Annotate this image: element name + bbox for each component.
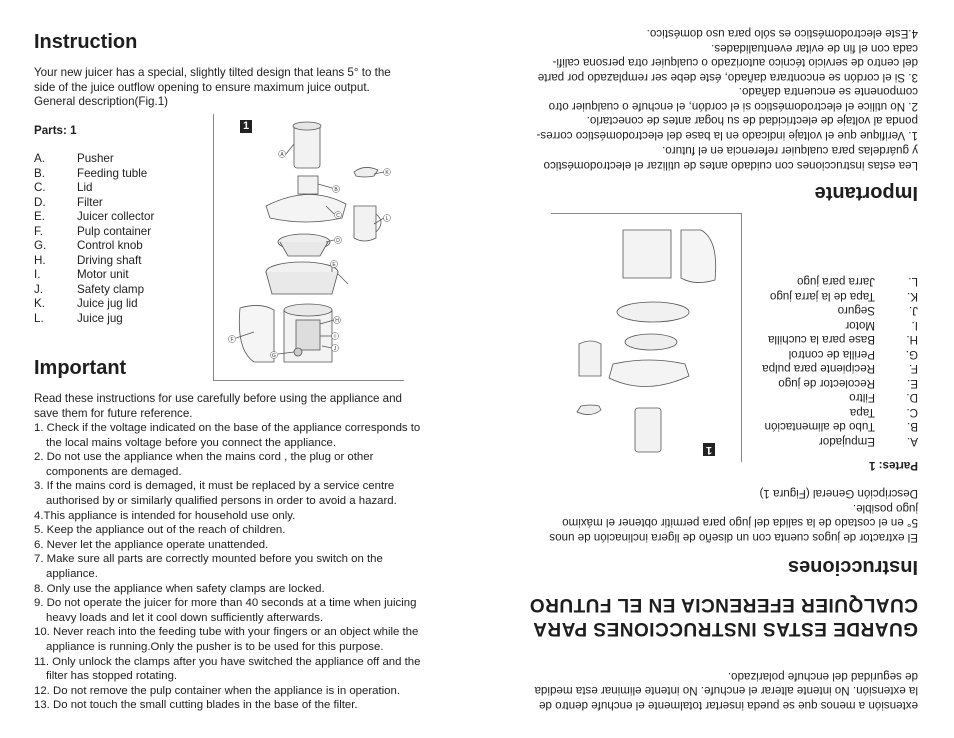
part-item [34, 181, 154, 196]
part-name: Tapa de la jarra jugo [769, 290, 875, 303]
instruction-intro: Your new juicer has a special, slightly tilted design that leans 5° to the side of the juice outflow opening to ensure maximum juice output. General description(Fig.1) [34, 66, 391, 108]
important-item: 2. Do not use the appliance when the mains cord , the plug or other components are demaged. [34, 451, 374, 478]
part-item [762, 303, 918, 318]
part-name: Juice jug lid [77, 297, 138, 310]
part-name: Juice jug [77, 311, 123, 325]
part-name: Safety clamp [77, 282, 145, 296]
diagram-label-k: K [385, 170, 389, 176]
important-item: 4.This appliance is intended for household use only. [34, 509, 296, 522]
important-heading: Important [34, 357, 127, 379]
part-letter: C. [906, 406, 918, 419]
part-item [34, 152, 154, 167]
part-item [762, 376, 918, 391]
part-item [34, 239, 154, 254]
part-item [762, 361, 918, 376]
part-letter: L. [908, 275, 918, 289]
part-name: Perilla de control [788, 348, 875, 361]
diagram-label-b: B [334, 187, 338, 193]
part-item [34, 297, 154, 312]
importante-item: 1. Verifique que el voltaje indicado en la base del electrodoméstico corres- [536, 129, 918, 142]
part-item [34, 283, 154, 298]
part-item [762, 274, 918, 289]
part-name: Recipiente para pulpa [762, 362, 875, 376]
importante-item: del centro de servicio técnico autorizado o cualquier otra persona califi- [552, 56, 918, 70]
part-letter: A. [34, 152, 45, 165]
part-name: Seguro [837, 304, 875, 318]
part-letter: D. [34, 195, 46, 209]
part-name: Feeding tuble [77, 166, 148, 180]
guarde-heading: GUARDE ESTAS INSTRUCCIONES PARA CUALQUIER EFERENCIA EN EL FUTURO [529, 594, 918, 639]
juicer-diagram-es [551, 214, 741, 462]
importante-item: 2. No utilice el electrodoméstico si el cordón, el enchufe o cualquier otro [548, 100, 918, 113]
part-name: Lid [77, 181, 93, 194]
diagram-label-c: C [336, 213, 340, 219]
part-item [762, 347, 918, 362]
part-item [34, 312, 154, 327]
importante-item: ponda al voltaje de electricidad de su hogar antes de conectarlo. [586, 114, 918, 128]
diagram-label-h: H [335, 318, 339, 324]
importante-list [508, 26, 918, 142]
figure-number: 1 [240, 120, 252, 133]
part-item [34, 167, 154, 182]
juicer-exploded-diagram [214, 114, 404, 380]
part-name: Motor [845, 319, 875, 332]
part-name: Driving shaft [77, 253, 142, 267]
parts-title: Parts: 1 [34, 124, 77, 137]
important-item: 8. Only use the appliance when safety clamps are locked. [34, 582, 325, 595]
extension-text: extensión a menos que se pueda insertar totalmente el enchufe dentro de la extensión. No intente alterar el enchufe. No intente eliminar esta medida de seguridad del enchufe polarizado. [534, 670, 918, 712]
important-item: 13. Do not touch the small cutting blades in the base of the filter. [34, 699, 358, 712]
part-letter: H. [34, 253, 46, 267]
part-item [34, 254, 154, 269]
part-name: Pulp container [77, 224, 152, 238]
part-letter: G. [34, 239, 47, 252]
part-letter: C. [34, 181, 46, 194]
parts-list [34, 152, 154, 326]
important-item: 3. If the mains cord is demaged, it must be replaced by a service centre authorised by or similarly qualified persons in order to avoid a hazard. [34, 480, 397, 507]
important-item: 5. Keep the appliance out of the reach of children. [34, 524, 286, 537]
instrucciones-heading: Instrucciones [787, 556, 918, 578]
important-item: 1. Check if the voltage indicated on the base of the appliance corresponds to the local mains voltage before you connect the appliance. [34, 422, 421, 449]
part-letter: I. [34, 268, 41, 281]
part-name: Recolector de jugo [778, 377, 875, 390]
figure-1 [213, 114, 404, 381]
figure-number-es: 1 [703, 443, 715, 456]
diagram-label-g: G [272, 353, 276, 359]
diagram-label-a: A [280, 152, 284, 158]
part-item [34, 196, 154, 211]
diagram-label-e: E [332, 262, 336, 268]
instruction-heading: Instruction [34, 31, 138, 53]
important-list [34, 421, 426, 713]
part-letter: L. [34, 311, 44, 325]
part-letter: B. [34, 166, 45, 180]
part-name: Base para la cuchilla [768, 333, 875, 347]
important-item: 9. Do not operate the juicer for more than 40 seconds at a time when juicing heavy loads and let it cool down sufficiently afterwards. [34, 597, 417, 624]
part-item [762, 434, 918, 449]
part-letter: J. [34, 282, 44, 296]
part-item [34, 268, 154, 283]
partes-list [762, 274, 918, 448]
part-name: Filtro [849, 391, 875, 405]
part-item [762, 289, 918, 304]
part-letter: E. [907, 377, 918, 390]
importante-item: cada con el fin de evitar eventualidades. [711, 42, 918, 55]
part-item [34, 225, 154, 240]
diagram-label-f: F [230, 337, 234, 343]
part-name: Empujador [818, 435, 875, 448]
part-name: Juicer collector [77, 210, 155, 223]
importante-item: componente se encuentra dañado. [738, 85, 918, 99]
part-name: Control knob [77, 239, 143, 252]
part-letter: F. [34, 224, 44, 238]
part-item [762, 390, 918, 405]
part-letter: J. [908, 304, 918, 318]
diagram-label-j: J [333, 346, 337, 352]
part-item [762, 318, 918, 333]
figure-1-es [551, 213, 742, 462]
importante-heading: Importante [814, 182, 918, 204]
important-item: 12. Do not remove the pulp container when the appliance is in operation. [34, 684, 401, 697]
part-letter: K. [34, 297, 45, 310]
importante-item: 4.Este electrodoméstico es sólo para uso doméstico. [646, 27, 918, 41]
part-name: Pusher [77, 152, 114, 165]
part-letter: E. [34, 210, 45, 223]
important-item: 6. Never let the appliance operate unattended. [34, 538, 269, 551]
part-letter: D. [906, 391, 918, 405]
part-letter: A. [907, 435, 918, 448]
importante-intro: Lea estas instrucciones con cuidado antes de utilizar el electrodoméstico y guárdelas para cualquier referencia en el futuro. [543, 144, 918, 172]
part-name: Jarra para jugo [797, 275, 875, 289]
diagram-label-d: D [336, 238, 340, 244]
part-letter: F. [908, 362, 918, 376]
part-name: Tapa [849, 406, 875, 419]
part-name: Tubo de alimentación [764, 420, 875, 434]
part-letter: K. [907, 290, 918, 303]
diagram-label-l: L [385, 216, 389, 222]
important-item: 11. Only unlock the clamps after you have switched the appliance off and the filter has stopped rotating. [34, 655, 421, 683]
part-name: Filter [77, 195, 103, 209]
important-item: 10. Never reach into the feeding tube with your fingers or an object while the appliance is running.Only the pusher is to be used for this purpose. [34, 626, 419, 653]
important-intro: Read these instructions for use carefully before using the appliance and save them for future reference. [34, 392, 403, 420]
part-item [762, 405, 918, 420]
part-letter: G. [905, 348, 918, 361]
part-letter: H. [906, 333, 918, 347]
part-letter: B. [907, 420, 918, 434]
part-item [34, 210, 154, 225]
part-letter: I. [911, 319, 918, 332]
part-item [762, 419, 918, 434]
part-name: Motor unit [77, 268, 129, 281]
partes-title: Partes: 1 [869, 459, 918, 472]
spanish-page [477, 0, 954, 738]
importante-item: 3. Si el cordón se encontrara dañado, éste debe ser remplazado por parte [537, 71, 918, 84]
instrucciones-intro: El extractor de jugos cuenta con un diseño de ligera inclinación de unos 5° en el costado de la salida del jugo para permitir obtener el máximo jugo posible. Descripción General (Figura 1) [549, 487, 918, 544]
important-item: 7. Make sure all parts are correctly mounted before you switch on the appliance. [34, 553, 383, 580]
diagram-label-i: I [334, 334, 336, 340]
part-item [762, 332, 918, 347]
